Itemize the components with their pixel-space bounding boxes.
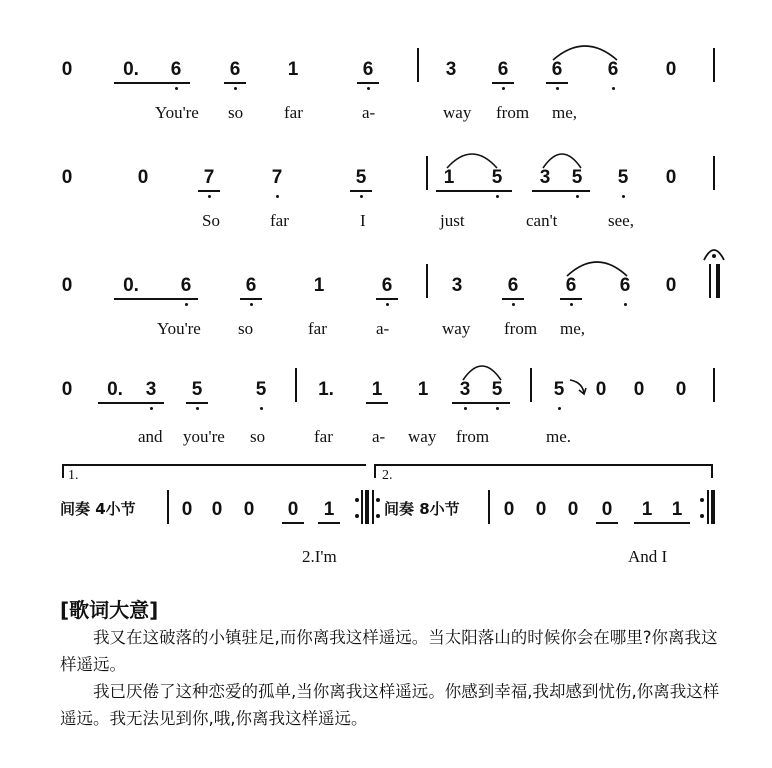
underline bbox=[366, 402, 388, 404]
lyric-word: way bbox=[443, 103, 472, 122]
low-octave-dot bbox=[276, 195, 279, 198]
lyric-word: far bbox=[284, 103, 303, 122]
lyric-word: me, bbox=[560, 319, 586, 338]
barline bbox=[713, 156, 715, 190]
underline bbox=[357, 82, 379, 84]
low-octave-dot bbox=[208, 195, 211, 198]
meaning-paragraph: 我又在这破落的小镇驻足,而你离我这样遥远。当太阳落山的时候你会在哪里?你离我这样遥远。 bbox=[60, 628, 718, 674]
lyric-word: can't bbox=[526, 211, 558, 230]
repeat-dot bbox=[700, 514, 704, 518]
repeat-barline bbox=[361, 490, 363, 524]
repeat-dot bbox=[376, 498, 380, 502]
low-octave-dot bbox=[360, 195, 363, 198]
note: 1. bbox=[318, 379, 334, 400]
underline bbox=[492, 82, 514, 84]
note: 6 bbox=[507, 275, 519, 296]
underline bbox=[532, 190, 590, 192]
lyric-word: far bbox=[314, 427, 333, 446]
final-barline bbox=[716, 264, 720, 298]
low-octave-dot bbox=[556, 87, 559, 90]
repeat-dot bbox=[700, 498, 704, 502]
repeat-barline bbox=[372, 490, 374, 524]
note: 7 bbox=[203, 167, 215, 188]
underline bbox=[452, 402, 510, 404]
note: 5 bbox=[355, 167, 367, 188]
underline bbox=[350, 190, 372, 192]
volta-edge bbox=[711, 464, 713, 478]
slur bbox=[460, 360, 504, 382]
note: 6 bbox=[565, 275, 577, 296]
volta-line bbox=[374, 464, 712, 466]
barline bbox=[295, 368, 297, 402]
note: 1 bbox=[323, 499, 335, 520]
meaning-paragraph: 我已厌倦了这种恋爱的孤单,当你离我这样遥远。你感到幸福,我却感到忧伤,你离我这样遥远。我无法见到你,哦,你离我这样遥远。 bbox=[60, 682, 720, 728]
note: 0 bbox=[665, 167, 677, 188]
lyric-word: me. bbox=[546, 427, 572, 446]
note: 0. bbox=[107, 379, 123, 400]
underline bbox=[224, 82, 246, 84]
lyric-word: so bbox=[228, 103, 244, 122]
lyric-word: you're bbox=[183, 427, 225, 446]
note: 5 bbox=[255, 379, 267, 400]
lyric-word: way bbox=[408, 427, 437, 446]
note: 0 bbox=[61, 379, 73, 400]
note: 0 bbox=[535, 499, 547, 520]
repeat-dot bbox=[355, 514, 359, 518]
underline bbox=[436, 190, 512, 192]
low-octave-dot bbox=[367, 87, 370, 90]
barline bbox=[426, 264, 428, 298]
ending-lyric-1: 2.I'm bbox=[302, 547, 337, 566]
underline bbox=[198, 190, 220, 192]
score-line-3 bbox=[0, 270, 772, 350]
slur bbox=[444, 148, 500, 170]
note: 3 bbox=[539, 167, 551, 188]
note: 0 bbox=[567, 499, 579, 520]
note: 1 bbox=[313, 275, 325, 296]
note: 6 bbox=[551, 59, 563, 80]
low-octave-dot bbox=[612, 87, 615, 90]
low-octave-dot bbox=[624, 303, 627, 306]
underline bbox=[114, 298, 198, 300]
interlude-label-1: 间奏 4小节 bbox=[60, 500, 136, 518]
note: 7 bbox=[271, 167, 283, 188]
low-octave-dot bbox=[570, 303, 573, 306]
volta-edge bbox=[374, 464, 376, 478]
low-octave-dot bbox=[576, 195, 579, 198]
underline bbox=[596, 522, 618, 524]
low-octave-dot bbox=[234, 87, 237, 90]
note: 6 bbox=[180, 275, 192, 296]
volta-mark-1: 1. bbox=[68, 468, 79, 483]
lyric-word: You're bbox=[157, 319, 201, 338]
lyric-word: a- bbox=[376, 319, 390, 338]
repeat-barline bbox=[707, 490, 709, 524]
underline bbox=[634, 522, 690, 524]
note: 1 bbox=[641, 499, 653, 520]
note: 0 bbox=[137, 167, 149, 188]
lyric-word: So bbox=[202, 211, 220, 230]
ending-lyric-2: And I bbox=[628, 547, 668, 566]
underline bbox=[282, 522, 304, 524]
score-line-2 bbox=[0, 162, 772, 242]
note: 0 bbox=[61, 59, 73, 80]
lyric-word: from bbox=[456, 427, 490, 446]
lyric-word: I bbox=[360, 211, 366, 230]
slur bbox=[550, 40, 620, 62]
note: 5 bbox=[553, 379, 565, 400]
note: 1 bbox=[671, 499, 683, 520]
note: 6 bbox=[229, 59, 241, 80]
score-line-1 bbox=[0, 54, 772, 134]
note: 0 bbox=[595, 379, 607, 400]
note: 3 bbox=[445, 59, 457, 80]
repeat-barline bbox=[365, 490, 369, 524]
meaning-title: [歌词大意] bbox=[60, 598, 159, 622]
note: 6 bbox=[497, 59, 509, 80]
note: 1 bbox=[287, 59, 299, 80]
low-octave-dot bbox=[260, 407, 263, 410]
note: 0 bbox=[633, 379, 645, 400]
underline bbox=[560, 298, 582, 300]
note: 0. bbox=[123, 59, 139, 80]
note: 6 bbox=[170, 59, 182, 80]
underline bbox=[502, 298, 524, 300]
note: 0 bbox=[211, 499, 223, 520]
volta-line bbox=[62, 464, 366, 466]
low-octave-dot bbox=[250, 303, 253, 306]
low-octave-dot bbox=[502, 87, 505, 90]
lyric-word: a- bbox=[362, 103, 376, 122]
fermata-icon bbox=[702, 244, 726, 262]
note: 0 bbox=[287, 499, 299, 520]
repeat-dot bbox=[376, 514, 380, 518]
note: 6 bbox=[362, 59, 374, 80]
low-octave-dot bbox=[622, 195, 625, 198]
low-octave-dot bbox=[175, 87, 178, 90]
note: 3 bbox=[459, 379, 471, 400]
note: 1 bbox=[417, 379, 429, 400]
note: 0 bbox=[61, 167, 73, 188]
low-octave-dot bbox=[185, 303, 188, 306]
barline bbox=[426, 156, 428, 190]
slur bbox=[540, 148, 584, 170]
note: 6 bbox=[245, 275, 257, 296]
barline bbox=[167, 490, 169, 524]
underline bbox=[114, 82, 190, 84]
note: 0. bbox=[123, 275, 139, 296]
lyric-word: from bbox=[504, 319, 538, 338]
repeat-dot bbox=[355, 498, 359, 502]
note: 0 bbox=[665, 275, 677, 296]
lyric-word: so bbox=[238, 319, 254, 338]
lyric-word: see, bbox=[608, 211, 634, 230]
final-barline bbox=[709, 264, 711, 298]
underline bbox=[186, 402, 208, 404]
barline bbox=[417, 48, 419, 82]
low-octave-dot bbox=[558, 407, 561, 410]
lyric-word: a- bbox=[372, 427, 386, 446]
lyric-word: far bbox=[270, 211, 289, 230]
low-octave-dot bbox=[386, 303, 389, 306]
underline bbox=[240, 298, 262, 300]
note: 1 bbox=[443, 167, 455, 188]
note: 5 bbox=[617, 167, 629, 188]
low-octave-dot bbox=[512, 303, 515, 306]
note: 0 bbox=[675, 379, 687, 400]
lyric-word: me, bbox=[552, 103, 578, 122]
note: 0 bbox=[181, 499, 193, 520]
volta-mark-2: 2. bbox=[382, 468, 393, 483]
note: 5 bbox=[191, 379, 203, 400]
note: 0 bbox=[601, 499, 613, 520]
note: 3 bbox=[451, 275, 463, 296]
low-octave-dot bbox=[196, 407, 199, 410]
lyric-word: far bbox=[308, 319, 327, 338]
repeat-barline bbox=[711, 490, 715, 524]
note: 5 bbox=[491, 379, 503, 400]
low-octave-dot bbox=[464, 407, 467, 410]
lyric-word: just bbox=[440, 211, 465, 230]
interlude-label-2: 间奏 8小节 bbox=[384, 500, 460, 518]
note: 3 bbox=[145, 379, 157, 400]
volta-edge bbox=[62, 464, 64, 478]
barline bbox=[488, 490, 490, 524]
glide-arrow-icon bbox=[568, 376, 588, 396]
note: 0 bbox=[665, 59, 677, 80]
lyric-word: from bbox=[496, 103, 530, 122]
note: 6 bbox=[619, 275, 631, 296]
lyric-word: so bbox=[250, 427, 266, 446]
underline bbox=[98, 402, 164, 404]
note: 0 bbox=[243, 499, 255, 520]
low-octave-dot bbox=[496, 407, 499, 410]
barline bbox=[713, 48, 715, 82]
underline bbox=[546, 82, 568, 84]
ending-brackets bbox=[0, 460, 772, 570]
note: 5 bbox=[571, 167, 583, 188]
underline bbox=[318, 522, 340, 524]
low-octave-dot bbox=[150, 407, 153, 410]
note: 6 bbox=[381, 275, 393, 296]
lyric-word: and bbox=[138, 427, 163, 446]
barline bbox=[713, 368, 715, 402]
note: 0 bbox=[503, 499, 515, 520]
barline bbox=[530, 368, 532, 402]
note: 0 bbox=[61, 275, 73, 296]
note: 6 bbox=[607, 59, 619, 80]
low-octave-dot bbox=[496, 195, 499, 198]
lyric-word: You're bbox=[155, 103, 199, 122]
slur bbox=[564, 256, 630, 278]
underline bbox=[376, 298, 398, 300]
lyric-word: way bbox=[442, 319, 471, 338]
score-line-4 bbox=[0, 374, 772, 454]
note: 1 bbox=[371, 379, 383, 400]
note: 5 bbox=[491, 167, 503, 188]
